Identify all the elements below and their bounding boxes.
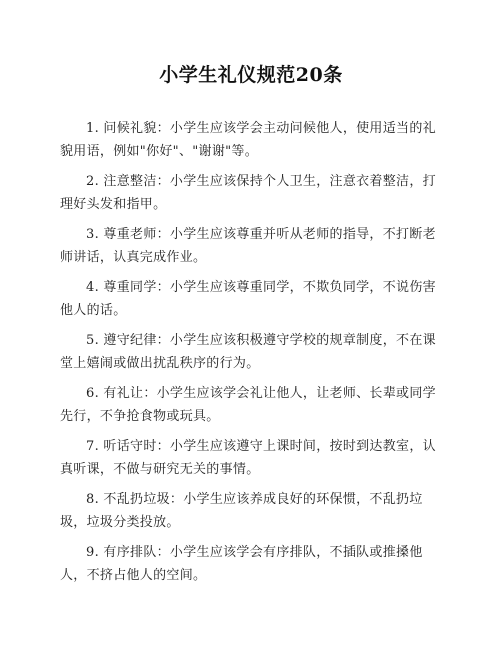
rule-item: 7. 听话守时：小学生应该遵守上课时间，按时到达教室，认真听课，不做与研究无关的事情。 (60, 439, 436, 477)
rule-item: 5. 遵守纪律：小学生应该积极遵守学校的规章制度，不在课堂上嬉闹或做出扰乱秩序的行为。 (60, 333, 436, 371)
document-title: 小学生礼仪规范20条 (159, 64, 343, 86)
rule-item: 4. 尊重同学：小学生应该尊重同学，不欺负同学，不说伤害他人的话。 (60, 280, 436, 318)
rule-item: 6. 有礼让：小学生应该学会礼让他人，让老师、长辈或同学先行，不争抢食物或玩具。 (60, 386, 436, 424)
rule-item: 3. 尊重老师：小学生应该尊重并听从老师的指导，不打断老师讲话，认真完成作业。 (60, 227, 436, 265)
rule-item: 8. 不乱扔垃圾：小学生应该养成良好的环保惯，不乱扔垃圾，垃圾分类投放。 (60, 492, 423, 530)
rule-item: 2. 注意整洁：小学生应该保持个人卫生，注意衣着整洁，打理好头发和指甲。 (60, 174, 436, 212)
rule-item: 1. 问候礼貌：小学生应该学会主动问候他人，使用适当的礼貌用语，例如"你好"、"谢谢"等。 (60, 121, 436, 159)
rules-list (60, 117, 446, 594)
rule-item: 9. 有序排队：小学生应该学会有序排队，不插队或推搡他人，不挤占他人的空间。 (60, 545, 423, 583)
